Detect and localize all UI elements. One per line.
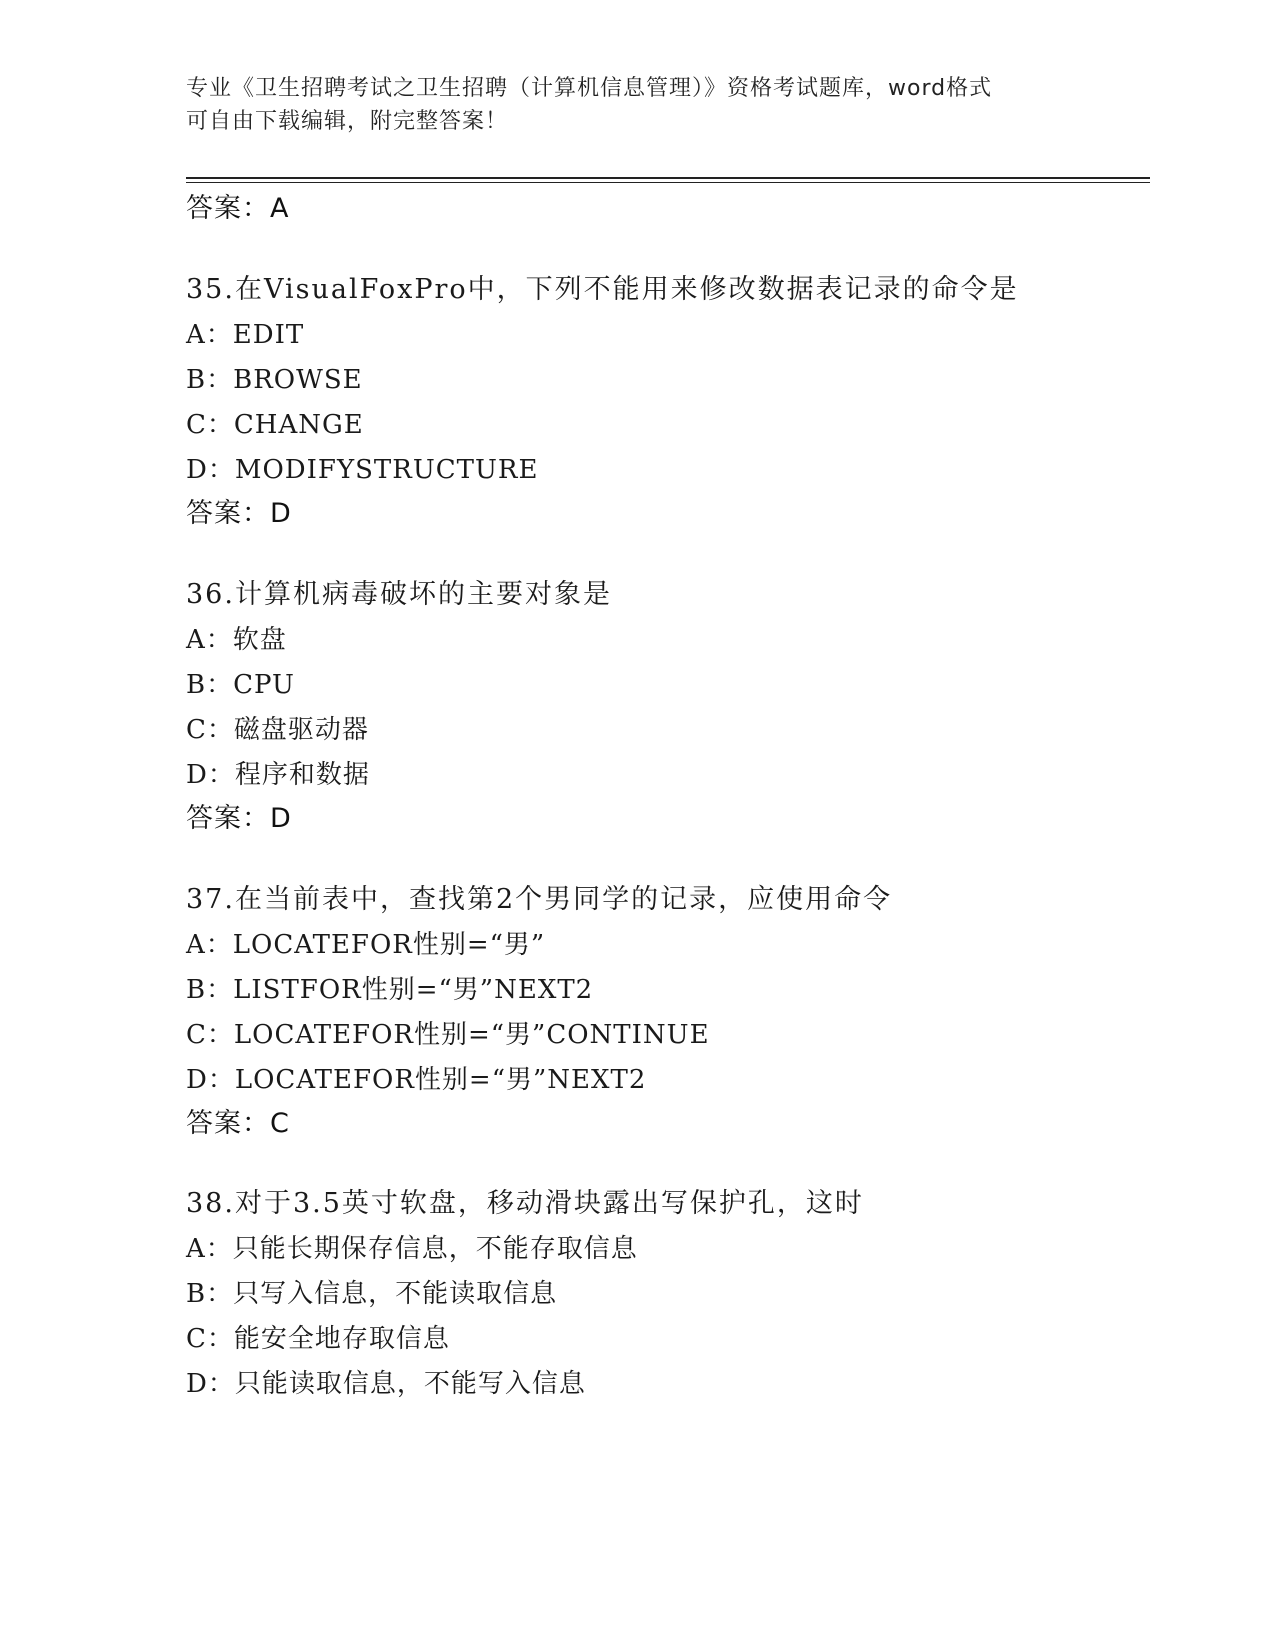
option-b: B：只写入信息，不能读取信息 [186,1279,558,1309]
answer-37: 答案：C [186,1108,290,1139]
previous-answer: 答案：A [186,193,290,224]
option-b: B：CPU [186,670,295,700]
option-c: C：CHANGE [186,410,364,440]
document-header [186,72,1086,138]
header-line-2: 可自由下载编辑，附完整答案！ [186,109,509,134]
option-b: B：LISTFOR性别=“男”NEXT2 [186,975,594,1005]
option-d: D：LOCATEFOR性别=“男”NEXT2 [186,1065,647,1095]
answer-35: 答案：D [186,498,292,529]
option-d: D：只能读取信息，不能写入信息 [186,1369,586,1399]
answer-36: 答案：D [186,803,292,834]
option-a: A：只能长期保存信息，不能存取信息 [186,1234,638,1264]
option-a: A：EDIT [186,320,305,350]
option-a: A：LOCATEFOR性别=“男” [186,930,546,960]
question-stem: 37.在当前表中，查找第2个男同学的记录，应使用命令 [186,884,893,915]
option-d: D：程序和数据 [186,760,370,790]
question-38 [186,1188,1136,1400]
header-line-1: 专业《卫生招聘考试之卫生招聘（计算机信息管理）》资格考试题库，word格式 [186,76,993,101]
option-c: C：LOCATEFOR性别=“男”CONTINUE [186,1020,710,1050]
question-37 [186,884,1136,1096]
question-stem: 38.对于3.5英寸软盘，移动滑块露出写保护孔，这时 [186,1188,864,1219]
option-b: B：BROWSE [186,365,363,395]
header-rule-thick [186,177,1150,179]
option-a: A：软盘 [186,625,287,655]
header-rule-thin [186,182,1150,183]
question-36 [186,579,1136,791]
question-stem: 35.在VisualFoxPro中，下列不能用来修改数据表记录的命令是 [186,274,1019,305]
option-c: C：磁盘驱动器 [186,715,369,745]
option-c: C：能安全地存取信息 [186,1324,450,1354]
question-stem: 36.计算机病毒破坏的主要对象是 [186,579,612,610]
question-35 [186,274,1136,486]
option-d: D：MODIFYSTRUCTURE [186,455,539,485]
